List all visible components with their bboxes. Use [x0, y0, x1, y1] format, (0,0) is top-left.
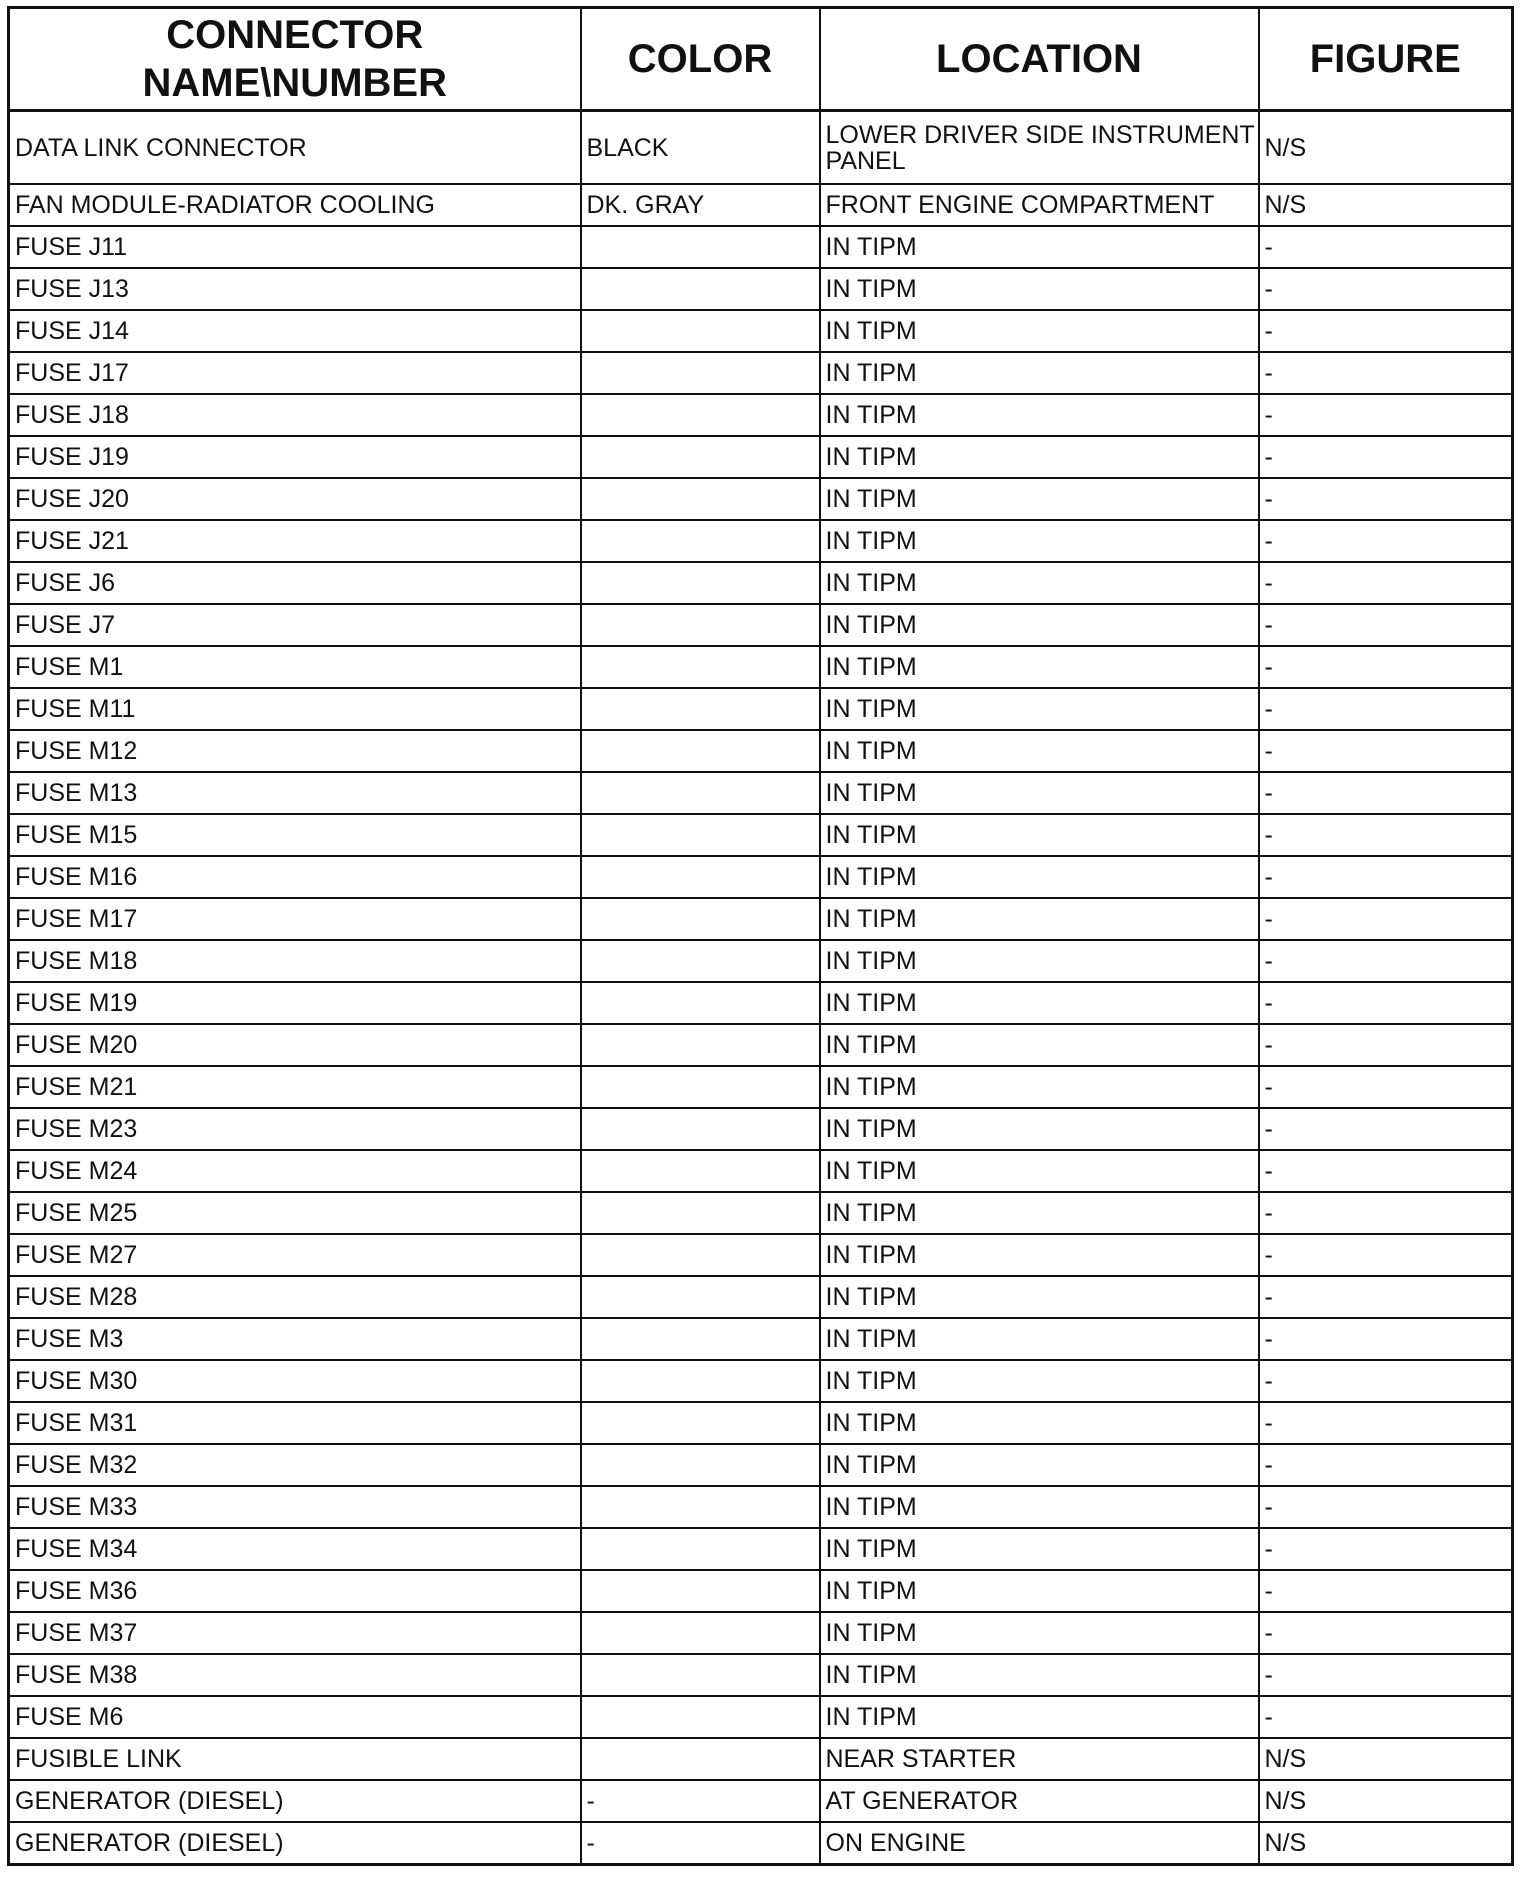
cell-location: NEAR STARTER [820, 1738, 1259, 1780]
cell-color [581, 982, 820, 1024]
cell-name: FUSE M17 [9, 898, 581, 940]
cell-figure: - [1259, 352, 1513, 394]
cell-location: IN TIPM [820, 310, 1259, 352]
cell-color [581, 1024, 820, 1066]
cell-color [581, 1738, 820, 1780]
cell-name: FUSE M16 [9, 856, 581, 898]
cell-name: FUSE J19 [9, 436, 581, 478]
cell-figure: - [1259, 1276, 1513, 1318]
cell-figure: - [1259, 1528, 1513, 1570]
table-row [9, 730, 1513, 772]
cell-color: BLACK [581, 111, 820, 185]
cell-figure: - [1259, 1192, 1513, 1234]
table-row [9, 352, 1513, 394]
cell-figure: - [1259, 1696, 1513, 1738]
header-location: LOCATION [820, 8, 1259, 111]
cell-color [581, 226, 820, 268]
cell-name: FUSE M33 [9, 1486, 581, 1528]
cell-location: IN TIPM [820, 772, 1259, 814]
cell-location: IN TIPM [820, 1444, 1259, 1486]
cell-name: FUSE M13 [9, 772, 581, 814]
connector-table [7, 6, 1514, 1866]
cell-color [581, 646, 820, 688]
cell-figure: - [1259, 1486, 1513, 1528]
cell-color [581, 730, 820, 772]
cell-location: AT GENERATOR [820, 1780, 1259, 1822]
cell-name: FUSE M21 [9, 1066, 581, 1108]
cell-name: FAN MODULE-RADIATOR COOLING [9, 184, 581, 226]
cell-color [581, 1318, 820, 1360]
cell-name: FUSE M18 [9, 940, 581, 982]
cell-color [581, 1360, 820, 1402]
cell-figure: - [1259, 898, 1513, 940]
table-row [9, 940, 1513, 982]
table-row [9, 478, 1513, 520]
cell-name: DATA LINK CONNECTOR [9, 111, 581, 185]
table-row [9, 268, 1513, 310]
cell-location: IN TIPM [820, 1360, 1259, 1402]
table-row [9, 604, 1513, 646]
table-row [9, 1066, 1513, 1108]
cell-location: IN TIPM [820, 520, 1259, 562]
cell-name: FUSE J6 [9, 562, 581, 604]
cell-figure: - [1259, 1612, 1513, 1654]
cell-name: GENERATOR (DIESEL) [9, 1780, 581, 1822]
cell-name: FUSE M27 [9, 1234, 581, 1276]
cell-figure: - [1259, 730, 1513, 772]
table-row [9, 1654, 1513, 1696]
cell-color [581, 1192, 820, 1234]
table-row [9, 111, 1513, 185]
table-row [9, 1276, 1513, 1318]
table-row [9, 1696, 1513, 1738]
cell-location: IN TIPM [820, 856, 1259, 898]
cell-color [581, 1234, 820, 1276]
cell-color [581, 1570, 820, 1612]
cell-name: FUSE J14 [9, 310, 581, 352]
cell-location: IN TIPM [820, 1570, 1259, 1612]
cell-name: FUSE M34 [9, 1528, 581, 1570]
table-row [9, 1192, 1513, 1234]
cell-location: IN TIPM [820, 898, 1259, 940]
cell-location: IN TIPM [820, 1528, 1259, 1570]
cell-figure: - [1259, 226, 1513, 268]
cell-name: FUSE M37 [9, 1612, 581, 1654]
table-row [9, 1402, 1513, 1444]
cell-color [581, 520, 820, 562]
cell-name: FUSE M1 [9, 646, 581, 688]
cell-name: FUSE M25 [9, 1192, 581, 1234]
cell-location: IN TIPM [820, 1654, 1259, 1696]
cell-location: IN TIPM [820, 982, 1259, 1024]
cell-figure: - [1259, 520, 1513, 562]
cell-location: IN TIPM [820, 1234, 1259, 1276]
cell-name: FUSE M12 [9, 730, 581, 772]
cell-figure: - [1259, 646, 1513, 688]
cell-location: IN TIPM [820, 1276, 1259, 1318]
cell-name: FUSE M38 [9, 1654, 581, 1696]
cell-location: IN TIPM [820, 226, 1259, 268]
cell-figure: - [1259, 1024, 1513, 1066]
cell-figure: - [1259, 1066, 1513, 1108]
table-row [9, 1780, 1513, 1822]
table-row [9, 226, 1513, 268]
cell-name: FUSE M24 [9, 1150, 581, 1192]
table-row [9, 1024, 1513, 1066]
cell-figure: N/S [1259, 184, 1513, 226]
cell-color [581, 478, 820, 520]
cell-name: FUSE J7 [9, 604, 581, 646]
cell-name: FUSE M30 [9, 1360, 581, 1402]
cell-name: FUSE J20 [9, 478, 581, 520]
table-row [9, 394, 1513, 436]
table-row [9, 1318, 1513, 1360]
cell-location: IN TIPM [820, 646, 1259, 688]
table-row [9, 1570, 1513, 1612]
cell-color [581, 688, 820, 730]
cell-color [581, 394, 820, 436]
cell-color: - [581, 1822, 820, 1865]
cell-color [581, 1150, 820, 1192]
cell-name: FUSIBLE LINK [9, 1738, 581, 1780]
cell-figure: N/S [1259, 1738, 1513, 1780]
cell-figure: - [1259, 1402, 1513, 1444]
cell-color [581, 352, 820, 394]
cell-name: FUSE M20 [9, 1024, 581, 1066]
table-body [9, 111, 1513, 1865]
cell-color [581, 1108, 820, 1150]
cell-figure: N/S [1259, 1822, 1513, 1865]
table-row [9, 688, 1513, 730]
cell-location: IN TIPM [820, 1486, 1259, 1528]
cell-location: FRONT ENGINE COMPARTMENT [820, 184, 1259, 226]
cell-location: IN TIPM [820, 478, 1259, 520]
cell-name: FUSE J17 [9, 352, 581, 394]
cell-color [581, 604, 820, 646]
cell-figure: - [1259, 1150, 1513, 1192]
cell-location: IN TIPM [820, 562, 1259, 604]
cell-name: FUSE M3 [9, 1318, 581, 1360]
cell-figure: - [1259, 1234, 1513, 1276]
cell-figure: - [1259, 1654, 1513, 1696]
cell-color [581, 268, 820, 310]
cell-name: FUSE M36 [9, 1570, 581, 1612]
cell-name: FUSE J13 [9, 268, 581, 310]
cell-color: DK. GRAY [581, 184, 820, 226]
table-row [9, 562, 1513, 604]
cell-figure: - [1259, 436, 1513, 478]
table-row [9, 646, 1513, 688]
header-row [9, 8, 1513, 111]
cell-location: IN TIPM [820, 940, 1259, 982]
cell-figure: - [1259, 310, 1513, 352]
cell-color [581, 1444, 820, 1486]
cell-name: GENERATOR (DIESEL) [9, 1822, 581, 1865]
cell-figure: - [1259, 982, 1513, 1024]
table-row [9, 898, 1513, 940]
cell-location: IN TIPM [820, 436, 1259, 478]
cell-figure: - [1259, 688, 1513, 730]
header-connector-name: CONNECTOR NAME\NUMBER [9, 8, 581, 111]
cell-name: FUSE M6 [9, 1696, 581, 1738]
cell-color [581, 856, 820, 898]
cell-name: FUSE J21 [9, 520, 581, 562]
table-row [9, 310, 1513, 352]
cell-location: IN TIPM [820, 688, 1259, 730]
cell-location: IN TIPM [820, 1696, 1259, 1738]
cell-name: FUSE M31 [9, 1402, 581, 1444]
table-row [9, 1444, 1513, 1486]
cell-color [581, 562, 820, 604]
cell-location: IN TIPM [820, 268, 1259, 310]
table-row [9, 436, 1513, 478]
cell-color [581, 310, 820, 352]
table-row [9, 1486, 1513, 1528]
cell-location: IN TIPM [820, 1108, 1259, 1150]
table-row [9, 184, 1513, 226]
cell-figure: - [1259, 1360, 1513, 1402]
header-color: COLOR [581, 8, 820, 111]
cell-figure: - [1259, 268, 1513, 310]
cell-color [581, 1066, 820, 1108]
cell-figure: N/S [1259, 111, 1513, 185]
cell-color [581, 1654, 820, 1696]
table-row [9, 1360, 1513, 1402]
cell-figure: N/S [1259, 1780, 1513, 1822]
table-row [9, 1234, 1513, 1276]
cell-color [581, 814, 820, 856]
cell-name: FUSE M11 [9, 688, 581, 730]
cell-location: IN TIPM [820, 814, 1259, 856]
cell-color [581, 436, 820, 478]
cell-name: FUSE M23 [9, 1108, 581, 1150]
table-row [9, 1150, 1513, 1192]
cell-color [581, 898, 820, 940]
cell-location: IN TIPM [820, 730, 1259, 772]
cell-location: LOWER DRIVER SIDE INSTRUMENT PANEL [820, 111, 1259, 185]
table-row [9, 1738, 1513, 1780]
table-row [9, 1612, 1513, 1654]
cell-location: IN TIPM [820, 1612, 1259, 1654]
cell-figure: - [1259, 940, 1513, 982]
cell-figure: - [1259, 604, 1513, 646]
cell-figure: - [1259, 856, 1513, 898]
cell-location: ON ENGINE [820, 1822, 1259, 1865]
cell-color [581, 772, 820, 814]
table-row [9, 814, 1513, 856]
cell-location: IN TIPM [820, 394, 1259, 436]
cell-location: IN TIPM [820, 352, 1259, 394]
cell-color [581, 1402, 820, 1444]
cell-name: FUSE M28 [9, 1276, 581, 1318]
cell-location: IN TIPM [820, 1066, 1259, 1108]
table-row [9, 772, 1513, 814]
cell-location: IN TIPM [820, 1024, 1259, 1066]
header-figure: FIGURE [1259, 8, 1513, 111]
cell-figure: - [1259, 814, 1513, 856]
cell-location: IN TIPM [820, 1318, 1259, 1360]
cell-figure: - [1259, 772, 1513, 814]
cell-name: FUSE M32 [9, 1444, 581, 1486]
table-row [9, 1822, 1513, 1865]
cell-location: IN TIPM [820, 604, 1259, 646]
cell-figure: - [1259, 1108, 1513, 1150]
cell-name: FUSE M15 [9, 814, 581, 856]
cell-color [581, 1528, 820, 1570]
cell-figure: - [1259, 1570, 1513, 1612]
cell-color [581, 940, 820, 982]
cell-name: FUSE M19 [9, 982, 581, 1024]
table-row [9, 982, 1513, 1024]
cell-color [581, 1486, 820, 1528]
cell-name: FUSE J18 [9, 394, 581, 436]
table-row [9, 1108, 1513, 1150]
cell-location: IN TIPM [820, 1402, 1259, 1444]
cell-figure: - [1259, 1444, 1513, 1486]
table-row [9, 856, 1513, 898]
cell-name: FUSE J11 [9, 226, 581, 268]
table-row [9, 1528, 1513, 1570]
cell-color: - [581, 1780, 820, 1822]
cell-figure: - [1259, 478, 1513, 520]
cell-color [581, 1612, 820, 1654]
cell-location: IN TIPM [820, 1150, 1259, 1192]
cell-color [581, 1696, 820, 1738]
cell-figure: - [1259, 1318, 1513, 1360]
table-row [9, 520, 1513, 562]
cell-figure: - [1259, 394, 1513, 436]
cell-color [581, 1276, 820, 1318]
cell-figure: - [1259, 562, 1513, 604]
cell-location: IN TIPM [820, 1192, 1259, 1234]
